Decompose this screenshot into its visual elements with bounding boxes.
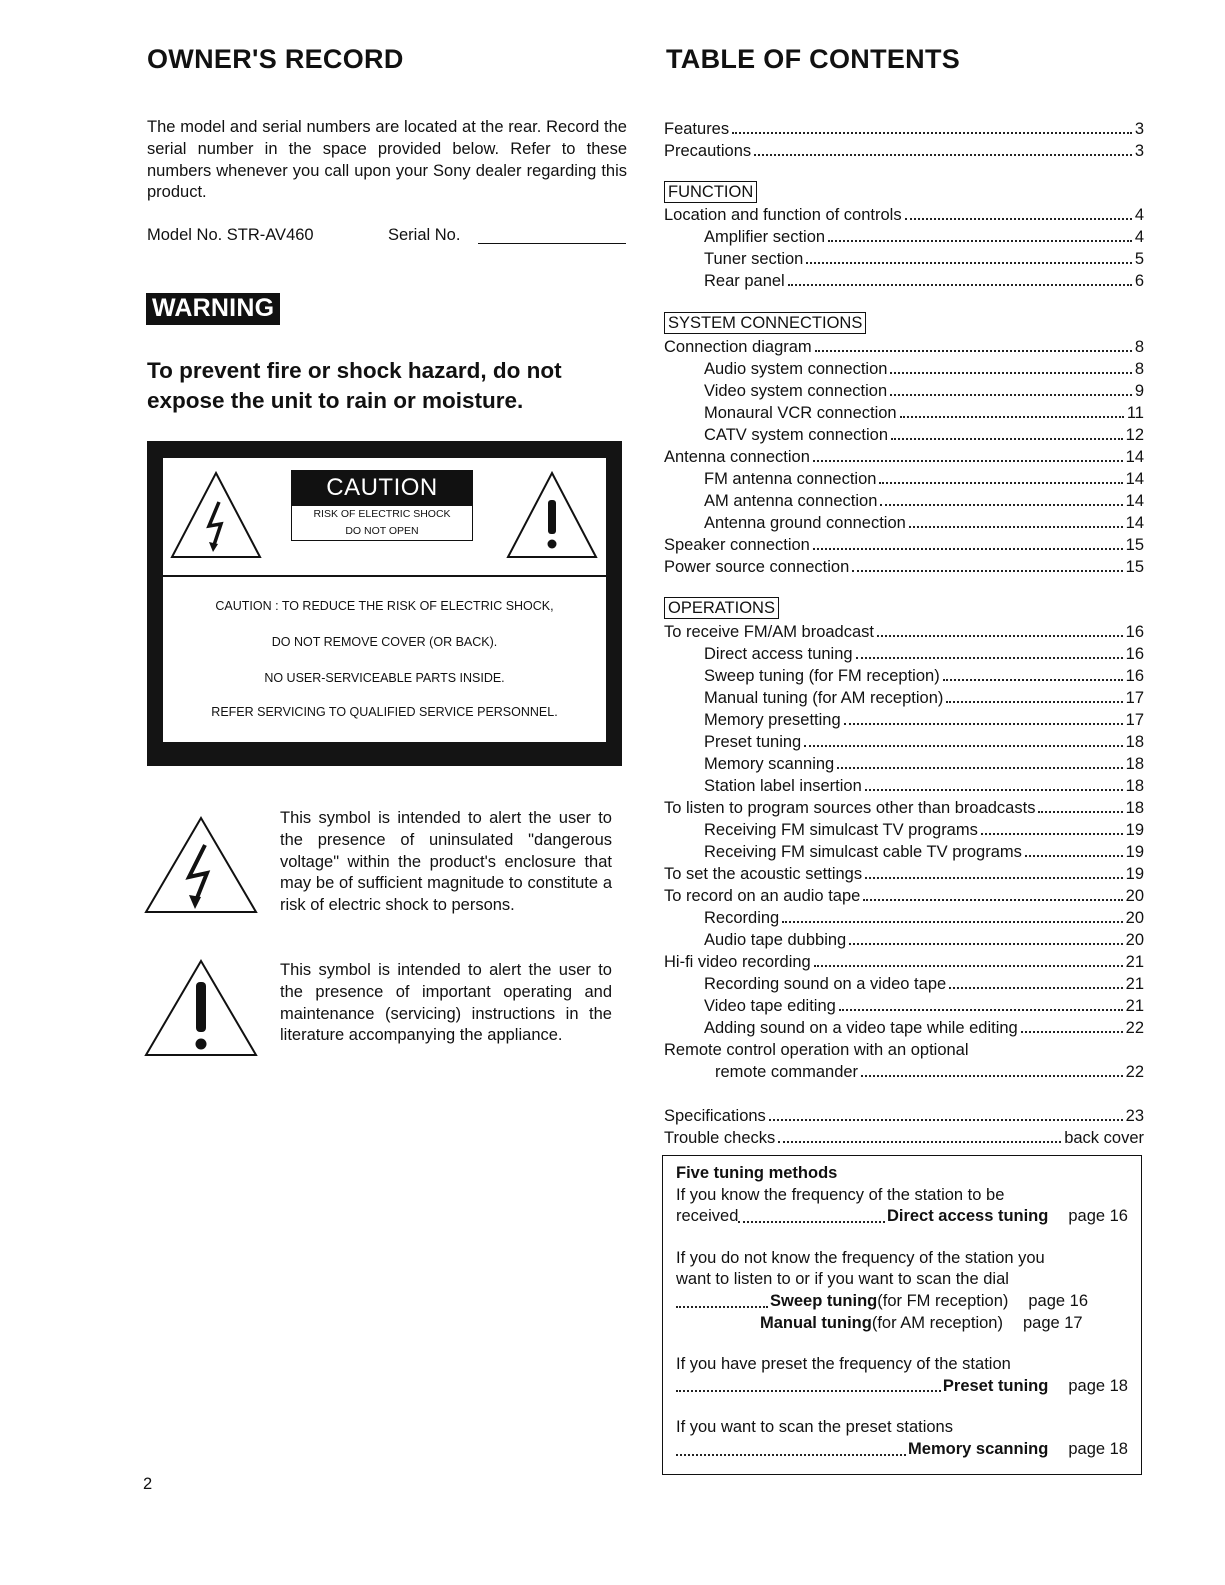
toc-entry[interactable]: [704, 708, 1144, 730]
toc-entry-label: Location and function of controls: [664, 206, 902, 224]
toc-entry-label: Features: [664, 120, 730, 138]
toc-entry-page: 16: [1125, 645, 1144, 663]
toc-leader: [900, 415, 1124, 418]
toc-entry-label: Direct access tuning: [704, 645, 853, 663]
tuning-direct-intro: If you know the frequency of the station to be: [676, 1185, 1005, 1204]
caution-sub-line2: DO NOT OPEN: [292, 523, 472, 540]
tm-leader: [676, 1305, 768, 1308]
toc-entry[interactable]: [704, 972, 1144, 994]
toc-entry[interactable]: [664, 884, 1144, 906]
toc-leader: [890, 393, 1132, 396]
toc-entry-page: 21: [1125, 975, 1144, 993]
toc-entry[interactable]: [704, 511, 1144, 533]
toc-entry-page: 20: [1125, 909, 1144, 927]
toc-leader: [839, 1008, 1123, 1011]
tuning-direct-row: [676, 1206, 1128, 1228]
tm-leader: [676, 1453, 906, 1456]
serial-number-blank[interactable]: [478, 243, 626, 244]
lightning-warning-icon: [169, 470, 263, 560]
toc-entry[interactable]: [715, 1060, 1144, 1082]
toc-leader: [949, 986, 1122, 989]
toc-leader: [813, 459, 1123, 462]
toc-leader: [813, 547, 1123, 550]
toc-title: TABLE OF CONTENTS: [666, 44, 961, 74]
toc-entry-label: Sweep tuning (for FM reception): [704, 667, 940, 685]
toc-entry-page: 17: [1125, 711, 1144, 729]
toc-entry-label: Precautions: [664, 142, 752, 160]
toc-leader: [732, 131, 1132, 134]
toc-entry[interactable]: [704, 664, 1144, 686]
tuning-sweep-detail: (for FM reception): [877, 1291, 1009, 1310]
hazard-statement: To prevent fire or shock hazard, do not expose the unit to rain or moisture.: [147, 358, 562, 413]
toc-entry[interactable]: [664, 533, 1144, 555]
toc-entry-page: 19: [1125, 843, 1144, 861]
toc-entry-page: 21: [1125, 953, 1144, 971]
toc-leader: [806, 261, 1131, 264]
toc-leader: [1025, 854, 1123, 857]
toc-leader: [778, 1140, 1061, 1143]
toc-entry-page: 18: [1125, 799, 1144, 817]
toc-leader: [905, 217, 1132, 220]
tuning-preset-intro: If you have preset the frequency of the station: [676, 1355, 1011, 1374]
toc-leader: [804, 744, 1122, 747]
toc-leader: [754, 153, 1132, 156]
toc-entry[interactable]: [704, 642, 1144, 664]
toc-entry-label: To receive FM/AM broadcast: [664, 623, 874, 641]
toc-entry-page: 14: [1125, 492, 1144, 510]
section-operations: OPERATIONS: [664, 597, 779, 619]
toc-entry[interactable]: [704, 928, 1144, 950]
toc-leader: [828, 239, 1132, 242]
toc-entry[interactable]: [664, 445, 1144, 467]
exclamation-symbol-icon: [143, 958, 259, 1058]
toc-entry-label: Video system connection: [704, 382, 888, 400]
toc-entry[interactable]: [704, 357, 1144, 379]
toc-leader: [852, 569, 1122, 572]
toc-leader: [890, 371, 1131, 374]
toc-entry[interactable]: [704, 752, 1144, 774]
toc-entry[interactable]: [664, 1104, 1144, 1126]
toc-entry[interactable]: [664, 796, 1144, 818]
toc-entry-label: Preset tuning: [704, 733, 802, 751]
tuning-direct-method: Direct access tuning: [886, 1207, 1049, 1226]
toc-entry-label: Monaural VCR connection: [704, 404, 897, 422]
toc-entry[interactable]: [704, 247, 1144, 269]
caution-line3: NO USER-SERVICEABLE PARTS INSIDE.: [264, 671, 505, 685]
toc-leader: [946, 700, 1122, 703]
toc-entry[interactable]: [664, 117, 1144, 139]
toc-entry[interactable]: [664, 1126, 1144, 1148]
toc-leader: [863, 898, 1122, 901]
toc-entry[interactable]: [704, 840, 1144, 862]
toc-leader: [880, 503, 1122, 506]
tuning-preset-row: [676, 1376, 1128, 1398]
toc-leader: [981, 832, 1123, 835]
tuning-sweep-intro1: If you do not know the frequency of the station you: [676, 1248, 1045, 1267]
exclamation-warning-icon: [505, 470, 599, 560]
tuning-memory-method: Memory scanning: [908, 1439, 1049, 1458]
lightning-symbol-icon: [143, 815, 259, 915]
tuning-manual-page: page 17: [1022, 1313, 1083, 1332]
caution-label: CAUTION: [292, 471, 472, 506]
tuning-sweep-method: Sweep tuning: [770, 1291, 878, 1310]
toc-entry-page: 11: [1126, 404, 1144, 422]
toc-entry-label: Rear panel: [704, 272, 785, 290]
owners-record-title: OWNER'S RECORD: [147, 44, 404, 74]
toc-entry[interactable]: [704, 467, 1144, 489]
page-number: 2: [143, 1475, 153, 1493]
toc-entry-label: To record on an audio tape: [664, 887, 861, 905]
toc-entry[interactable]: [704, 994, 1144, 1016]
toc-entry-label: Hi-fi video recording: [664, 953, 811, 971]
toc-entry-label: Trouble checks: [664, 1129, 776, 1147]
toc-entry-label: Audio tape dubbing: [704, 931, 847, 949]
toc-entry-page: 18: [1125, 733, 1144, 751]
toc-entry-label: To set the acoustic settings: [664, 865, 863, 883]
toc-entry-page: 21: [1125, 997, 1144, 1015]
tuning-sweep-intro2: want to listen to or if you want to scan the dial: [676, 1270, 1009, 1289]
toc-entry-label: remote commander: [715, 1063, 859, 1081]
toc-entry-page: 16: [1125, 667, 1144, 685]
owners-record-paragraph: The model and serial numbers are located at the rear. Record the serial number in the space provided below. Refer to these numbers whenever you call upon your Sony dealer regarding this product.: [147, 118, 627, 202]
tuning-memory-intro: If you want to scan the preset stations: [676, 1418, 953, 1437]
toc-entry[interactable]: [664, 555, 1144, 577]
toc-entry-page: 6: [1134, 272, 1144, 290]
tm-leader: [738, 1220, 885, 1223]
caution-label-box: [291, 470, 473, 541]
toc-leader: [891, 437, 1123, 440]
toc-entry[interactable]: [664, 203, 1144, 225]
caution-line1: CAUTION : TO REDUCE THE RISK OF ELECTRIC SHOCK,: [215, 599, 554, 613]
toc-entry[interactable]: [664, 620, 1144, 642]
exclamation-symbol-text: This symbol is intended to alert the user to the presence of important operating and maintenance (servicing) instructions in the literature accompanying the appliance.: [280, 961, 612, 1045]
toc-entry-page: 22: [1125, 1019, 1144, 1037]
toc-leader: [861, 1074, 1123, 1077]
toc-entry-page: 17: [1125, 689, 1144, 707]
tuning-preset-page: page 18: [1068, 1376, 1128, 1395]
toc-entry-label: Antenna ground connection: [704, 514, 906, 532]
toc-entry-page: 19: [1125, 821, 1144, 839]
toc-entry[interactable]: [704, 774, 1144, 796]
toc-entry[interactable]: [704, 423, 1144, 445]
toc-entry[interactable]: [664, 139, 1144, 161]
section-function: FUNCTION: [664, 181, 757, 203]
toc-entry[interactable]: [704, 489, 1144, 511]
toc-leader: [865, 788, 1123, 791]
tuning-manual-row: [676, 1313, 1128, 1335]
toc-leader: [856, 656, 1123, 659]
toc-leader: [1038, 810, 1122, 813]
toc-entry-label: Remote control operation with an optional: [664, 1041, 969, 1059]
toc-leader: [879, 481, 1122, 484]
toc-entry-page: 4: [1134, 228, 1144, 246]
toc-entry[interactable]: [704, 686, 1144, 708]
toc-entry-label: To listen to program sources other than broadcasts: [664, 799, 1036, 817]
toc-leader: [782, 920, 1122, 923]
toc-entry[interactable]: [704, 906, 1144, 928]
caution-line2: DO NOT REMOVE COVER (OR BACK).: [271, 635, 498, 649]
toc-entry-page: 14: [1125, 470, 1144, 488]
toc-entry-label: Antenna connection: [664, 448, 810, 466]
toc-entry-label: CATV system connection: [704, 426, 889, 444]
toc-entry-label: Connection diagram: [664, 338, 812, 356]
toc-entry-page: back cover: [1064, 1129, 1144, 1147]
toc-leader: [1021, 1030, 1123, 1033]
toc-entry-label: Memory scanning: [704, 755, 835, 773]
toc-leader: [877, 634, 1123, 637]
toc-entry-page: 20: [1125, 887, 1144, 905]
tuning-manual-method: Manual tuning: [760, 1313, 872, 1332]
toc-entry-page: 14: [1125, 514, 1144, 532]
toc-entry[interactable]: [704, 730, 1144, 752]
toc-entry[interactable]: [704, 1016, 1144, 1038]
toc-entry-page: 16: [1125, 623, 1144, 641]
toc-entry-label: Manual tuning (for AM reception): [704, 689, 944, 707]
tuning-preset-method: Preset tuning: [942, 1376, 1049, 1395]
toc-entry[interactable]: [704, 379, 1144, 401]
toc-leader: [814, 964, 1123, 967]
toc-entry-page: 20: [1125, 931, 1144, 949]
toc-leader: [815, 349, 1132, 352]
toc-entry-page: 8: [1134, 360, 1144, 378]
tuning-memory-row: [676, 1439, 1128, 1461]
toc-entry-label: FM antenna connection: [704, 470, 877, 488]
toc-entry-page: 19: [1125, 865, 1144, 883]
toc-entry-page: 18: [1125, 777, 1144, 795]
toc-entry-label: Recording: [704, 909, 780, 927]
toc-leader: [943, 678, 1123, 681]
toc-entry-label: Adding sound on a video tape while editing: [704, 1019, 1018, 1037]
warning-badge-label: WARNING: [146, 293, 280, 325]
toc-entry-label: Station label insertion: [704, 777, 862, 795]
toc-entry-page: 4: [1134, 206, 1144, 224]
section-system-connections: SYSTEM CONNECTIONS: [664, 312, 866, 334]
serial-number-label: Serial No.: [388, 226, 461, 244]
toc-entry-page: 14: [1125, 448, 1144, 466]
toc-entry-label: Memory presetting: [704, 711, 841, 729]
toc-entry-label: Specifications: [664, 1107, 766, 1125]
toc-entry-page: 18: [1125, 755, 1144, 773]
tm-leader: [676, 1389, 941, 1392]
tuning-memory-page: page 18: [1068, 1439, 1128, 1458]
tuning-methods-title: Five tuning methods: [676, 1164, 838, 1182]
toc-leader: [769, 1118, 1123, 1121]
toc-entry-page: 8: [1134, 338, 1144, 356]
tuning-direct-page: page 16: [1068, 1207, 1128, 1226]
toc-entry-label: Video tape editing: [704, 997, 836, 1015]
caution-top-panel: [163, 458, 606, 575]
toc-entry-label: Receiving FM simulcast cable TV programs: [704, 843, 1022, 861]
toc-entry-label: Amplifier section: [704, 228, 826, 246]
tuning-sweep-row: [676, 1291, 1128, 1313]
toc-entry[interactable]: [664, 1038, 1144, 1060]
toc-entry-label: Power source connection: [664, 558, 850, 576]
tuning-sweep-page: page 16: [1028, 1291, 1089, 1310]
caution-sub-line1: RISK OF ELECTRIC SHOCK: [292, 506, 472, 523]
tuning-direct-prefix: received: [676, 1207, 739, 1226]
toc-entry-label: Tuner section: [704, 250, 804, 268]
toc-entry-page: 9: [1134, 382, 1144, 400]
toc-entry-label: Audio system connection: [704, 360, 888, 378]
toc-entry-label: Speaker connection: [664, 536, 810, 554]
toc-entry-page: 15: [1125, 558, 1144, 576]
lightning-symbol-text: This symbol is intended to alert the user to the presence of uninsulated "dangerous voltage" within the product's enclosure that may be of sufficient magnitude to constitute a risk of electric shock to persons.: [280, 809, 612, 915]
toc-entry-page: 15: [1125, 536, 1144, 554]
toc-entry[interactable]: [704, 225, 1144, 247]
toc-entry[interactable]: [704, 818, 1144, 840]
toc-leader: [909, 525, 1123, 528]
toc-entry[interactable]: [704, 269, 1144, 291]
toc-entry[interactable]: [664, 862, 1144, 884]
toc-leader: [837, 766, 1122, 769]
warning-badge: [146, 293, 280, 325]
toc-leader: [788, 283, 1132, 286]
toc-entry-label: Recording sound on a video tape: [704, 975, 947, 993]
toc-leader: [849, 942, 1122, 945]
caution-text-panel: [163, 575, 606, 742]
toc-entry[interactable]: [664, 950, 1144, 972]
toc-entry-page: 5: [1134, 250, 1144, 268]
toc-entry-page: 12: [1125, 426, 1144, 444]
toc-entry-page: 3: [1134, 142, 1144, 160]
caution-divider: [163, 575, 606, 577]
tuning-methods-box: [662, 1155, 1142, 1475]
toc-entry[interactable]: [664, 335, 1144, 357]
toc-entry-label: Receiving FM simulcast TV programs: [704, 821, 978, 839]
toc-entry-page: 23: [1125, 1107, 1144, 1125]
toc-entry-page: 22: [1125, 1063, 1144, 1081]
caution-line4: REFER SERVICING TO QUALIFIED SERVICE PERSONNEL.: [211, 705, 558, 719]
toc-entry-page: 3: [1134, 120, 1144, 138]
toc-leader: [865, 876, 1123, 879]
toc-entry[interactable]: [704, 401, 1144, 423]
toc-leader: [844, 722, 1123, 725]
model-number: Model No. STR-AV460: [147, 226, 314, 244]
tuning-manual-detail: (for AM reception): [871, 1313, 1003, 1332]
toc-entry-label: AM antenna connection: [704, 492, 878, 510]
caution-panel: [147, 441, 622, 766]
